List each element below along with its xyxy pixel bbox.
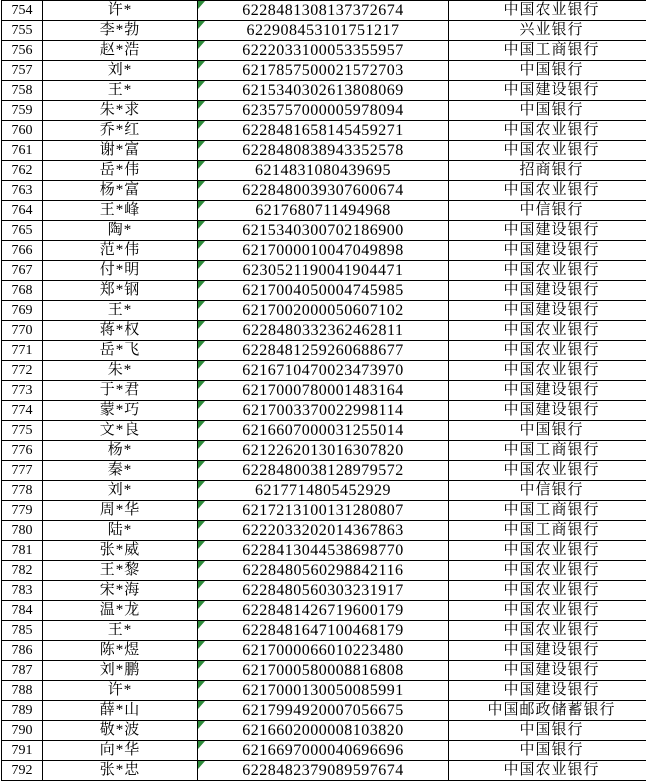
number-stored-as-text-indicator-icon [198, 481, 205, 489]
card-number-text: 6228480332362462811 [243, 322, 404, 339]
row-number-cell[interactable]: 770 [2, 321, 43, 341]
card-number-text: 6217857500021572703 [242, 62, 404, 79]
bank-name-cell[interactable]: 中国农业银行 [449, 1, 646, 21]
table-row [2, 221, 646, 241]
card-number-text: 6217000780001483164 [242, 382, 404, 399]
bank-name-cell[interactable]: 中国建设银行 [449, 281, 646, 301]
card-number-cell[interactable] [198, 401, 449, 421]
masked-name-cell[interactable]: 张*威 [43, 541, 198, 561]
masked-name-cell[interactable]: 乔*红 [43, 121, 198, 141]
row-number-cell[interactable]: 792 [2, 761, 43, 781]
bank-name-cell[interactable]: 中国农业银行 [449, 601, 646, 621]
table-row [2, 601, 646, 621]
number-stored-as-text-indicator-icon [198, 541, 205, 549]
table-row [2, 201, 646, 221]
masked-name-cell[interactable]: 岳*飞 [43, 341, 198, 361]
row-number-cell[interactable]: 781 [2, 541, 43, 561]
table-row [2, 121, 646, 141]
card-number-text: 6222033100053355957 [242, 42, 404, 59]
masked-name-cell[interactable]: 朱*求 [43, 101, 198, 121]
bank-name-cell[interactable]: 中信银行 [449, 481, 646, 501]
row-number-cell[interactable]: 768 [2, 281, 43, 301]
table-row [2, 761, 646, 781]
masked-name-cell[interactable]: 薛*山 [43, 701, 198, 721]
account-table [1, 0, 646, 781]
card-number-text: 6217002000050607102 [242, 302, 404, 319]
card-number-text: 6212262013016307820 [242, 442, 404, 459]
masked-name-cell[interactable]: 刘*鹏 [43, 661, 198, 681]
row-number-cell[interactable]: 791 [2, 741, 43, 761]
row-number-cell[interactable]: 765 [2, 221, 43, 241]
number-stored-as-text-indicator-icon [198, 741, 205, 749]
bank-name-cell[interactable]: 中国农业银行 [449, 121, 646, 141]
card-number-text: 6217000130050085991 [242, 682, 404, 699]
masked-name-cell[interactable]: 王*峰 [43, 201, 198, 221]
bank-name-cell[interactable]: 中国建设银行 [449, 301, 646, 321]
table-row [2, 261, 646, 281]
row-number-cell[interactable]: 763 [2, 181, 43, 201]
card-number-cell[interactable] [198, 661, 449, 681]
row-number-cell[interactable]: 766 [2, 241, 43, 261]
masked-name-cell[interactable]: 敬*波 [43, 721, 198, 741]
table-row [2, 621, 646, 641]
masked-name-cell[interactable]: 朱* [43, 361, 198, 381]
masked-name-cell[interactable]: 宋*海 [43, 581, 198, 601]
masked-name-cell[interactable]: 陈*煜 [43, 641, 198, 661]
card-number-cell[interactable] [198, 81, 449, 101]
table-row [2, 481, 646, 501]
masked-name-cell[interactable]: 刘* [43, 481, 198, 501]
card-number-cell[interactable] [198, 101, 449, 121]
card-number-cell[interactable] [198, 301, 449, 321]
masked-name-cell[interactable]: 蒙*巧 [43, 401, 198, 421]
row-number-cell[interactable]: 788 [2, 681, 43, 701]
bank-name-cell[interactable]: 中国邮政储蓄银行 [449, 701, 646, 721]
table-row [2, 141, 646, 161]
card-number-text: 6228480838943352578 [242, 142, 404, 159]
number-stored-as-text-indicator-icon [198, 41, 205, 49]
masked-name-cell[interactable]: 陆* [43, 521, 198, 541]
number-stored-as-text-indicator-icon [198, 381, 205, 389]
number-stored-as-text-indicator-icon [198, 701, 205, 709]
card-number-cell[interactable] [198, 481, 449, 501]
masked-name-cell[interactable]: 于*君 [43, 381, 198, 401]
masked-name-cell[interactable]: 杨*富 [43, 181, 198, 201]
table-row [2, 641, 646, 661]
card-number-cell[interactable] [198, 741, 449, 761]
card-number-text: 6216607000031255014 [242, 422, 404, 439]
table-row [2, 21, 646, 41]
card-number-text: 6228482379089597674 [242, 762, 404, 779]
card-number-text: 6215340300702186900 [242, 222, 404, 239]
card-number-cell[interactable] [198, 721, 449, 741]
bank-name-cell[interactable]: 中国农业银行 [449, 541, 646, 561]
table-row [2, 461, 646, 481]
number-stored-as-text-indicator-icon [198, 61, 205, 69]
card-number-text: 6228480560303231917 [242, 582, 404, 599]
row-number-cell[interactable]: 777 [2, 461, 43, 481]
row-number-cell[interactable]: 783 [2, 581, 43, 601]
masked-name-cell[interactable]: 范*伟 [43, 241, 198, 261]
card-number-cell[interactable] [198, 461, 449, 481]
row-number-cell[interactable]: 774 [2, 401, 43, 421]
row-number-cell[interactable]: 757 [2, 61, 43, 81]
row-number-cell[interactable]: 755 [2, 21, 43, 41]
card-number-text: 6217004050004745985 [242, 282, 404, 299]
card-number-text: 6214831080439695 [255, 162, 391, 179]
number-stored-as-text-indicator-icon [198, 601, 205, 609]
card-number-cell[interactable] [198, 421, 449, 441]
row-number-cell[interactable]: 776 [2, 441, 43, 461]
row-number-cell[interactable]: 773 [2, 381, 43, 401]
masked-name-cell[interactable]: 陶* [43, 221, 198, 241]
row-number-cell[interactable]: 769 [2, 301, 43, 321]
card-number-cell[interactable] [198, 521, 449, 541]
bank-name-cell[interactable]: 中国银行 [449, 741, 646, 761]
card-number-cell[interactable] [198, 221, 449, 241]
card-number-text: 6217003370022998114 [243, 402, 404, 419]
card-number-text: 6217994920007056675 [242, 702, 404, 719]
bank-name-cell[interactable]: 中国工商银行 [449, 501, 646, 521]
bank-name-cell[interactable]: 中国农业银行 [449, 181, 646, 201]
card-number-text: 6228481259260688677 [242, 342, 404, 359]
table-row [2, 161, 646, 181]
bank-name-cell[interactable]: 中国建设银行 [449, 681, 646, 701]
card-number-cell[interactable] [198, 501, 449, 521]
bank-name-cell[interactable]: 招商银行 [449, 161, 646, 181]
bank-name-cell[interactable]: 中信银行 [449, 201, 646, 221]
card-number-text: 6216697000040696696 [242, 742, 404, 759]
table-row [2, 381, 646, 401]
card-number-text: 6217000580008816808 [242, 662, 404, 679]
card-number-text: 6215340302613808069 [242, 82, 404, 99]
card-number-cell[interactable] [198, 761, 449, 781]
number-stored-as-text-indicator-icon [198, 141, 205, 149]
card-number-cell[interactable] [198, 641, 449, 661]
number-stored-as-text-indicator-icon [198, 361, 205, 369]
number-stored-as-text-indicator-icon [198, 21, 205, 29]
table-row [2, 721, 646, 741]
masked-name-cell[interactable]: 王*黎 [43, 561, 198, 581]
bank-name-cell[interactable]: 中国银行 [449, 101, 646, 121]
number-stored-as-text-indicator-icon [198, 641, 205, 649]
row-number-cell[interactable]: 759 [2, 101, 43, 121]
number-stored-as-text-indicator-icon [198, 161, 205, 169]
bank-name-cell[interactable]: 中国农业银行 [449, 341, 646, 361]
row-number-cell[interactable]: 785 [2, 621, 43, 641]
row-number-cell[interactable]: 780 [2, 521, 43, 541]
table-row [2, 421, 646, 441]
row-number-cell[interactable]: 764 [2, 201, 43, 221]
bank-name-cell[interactable]: 中国农业银行 [449, 461, 646, 481]
number-stored-as-text-indicator-icon [198, 521, 205, 529]
number-stored-as-text-indicator-icon [198, 441, 205, 449]
bank-name-cell[interactable]: 中国建设银行 [449, 221, 646, 241]
number-stored-as-text-indicator-icon [198, 121, 205, 129]
masked-name-cell[interactable]: 王* [43, 301, 198, 321]
bank-name-cell[interactable]: 中国农业银行 [449, 761, 646, 781]
card-number-cell[interactable] [198, 681, 449, 701]
card-number-cell[interactable] [198, 41, 449, 61]
table-row [2, 361, 646, 381]
number-stored-as-text-indicator-icon [198, 281, 205, 289]
bank-name-cell[interactable]: 中国农业银行 [449, 621, 646, 641]
table-row [2, 41, 646, 61]
masked-name-cell[interactable]: 文*良 [43, 421, 198, 441]
number-stored-as-text-indicator-icon [198, 261, 205, 269]
table-row [2, 241, 646, 261]
row-number-cell[interactable]: 790 [2, 721, 43, 741]
number-stored-as-text-indicator-icon [198, 301, 205, 309]
bank-name-cell[interactable]: 中国建设银行 [449, 381, 646, 401]
row-number-cell[interactable]: 767 [2, 261, 43, 281]
card-number-cell[interactable] [198, 281, 449, 301]
bank-name-cell[interactable]: 中国农业银行 [449, 261, 646, 281]
table-row [2, 561, 646, 581]
number-stored-as-text-indicator-icon [198, 581, 205, 589]
bank-name-cell[interactable]: 中国建设银行 [449, 641, 646, 661]
row-number-cell[interactable]: 779 [2, 501, 43, 521]
bank-name-cell[interactable]: 中国农业银行 [449, 561, 646, 581]
card-number-text: 6217714805452929 [255, 482, 391, 499]
number-stored-as-text-indicator-icon [198, 721, 205, 729]
number-stored-as-text-indicator-icon [198, 401, 205, 409]
card-number-text: 6217680711494968 [255, 202, 390, 219]
number-stored-as-text-indicator-icon [198, 461, 205, 469]
table-row [2, 661, 646, 681]
number-stored-as-text-indicator-icon [198, 201, 205, 209]
row-number-cell[interactable]: 775 [2, 421, 43, 441]
bank-name-cell[interactable]: 中国银行 [449, 421, 646, 441]
number-stored-as-text-indicator-icon [198, 181, 205, 189]
card-number-text: 6228481658145459271 [242, 122, 404, 139]
masked-name-cell[interactable]: 温*龙 [43, 601, 198, 621]
bank-name-cell[interactable]: 中国农业银行 [449, 581, 646, 601]
card-number-cell[interactable] [198, 701, 449, 721]
number-stored-as-text-indicator-icon [198, 81, 205, 89]
bank-name-cell[interactable]: 中国建设银行 [449, 401, 646, 421]
card-number-cell[interactable] [198, 601, 449, 621]
bank-name-cell[interactable]: 中国工商银行 [449, 41, 646, 61]
card-number-cell[interactable] [198, 381, 449, 401]
table-row [2, 681, 646, 701]
account-table-body [2, 1, 646, 781]
bank-name-cell[interactable]: 中国建设银行 [449, 661, 646, 681]
bank-name-cell[interactable]: 中国工商银行 [449, 521, 646, 541]
bank-name-cell[interactable]: 中国银行 [449, 61, 646, 81]
table-row [2, 521, 646, 541]
card-number-text: 6235757000005978094 [242, 102, 404, 119]
row-number-cell[interactable]: 784 [2, 601, 43, 621]
table-row [2, 541, 646, 561]
card-number-cell[interactable] [198, 61, 449, 81]
masked-name-cell[interactable]: 付*明 [43, 261, 198, 281]
card-number-cell[interactable] [198, 21, 449, 41]
masked-name-cell[interactable]: 李*勃 [43, 21, 198, 41]
table-row [2, 401, 646, 421]
row-number-cell[interactable]: 758 [2, 81, 43, 101]
row-number-cell[interactable]: 754 [2, 1, 43, 21]
number-stored-as-text-indicator-icon [198, 421, 205, 429]
card-number-text: 6217000066010223480 [242, 642, 404, 659]
card-number-cell[interactable] [198, 581, 449, 601]
card-number-text: 6217213100131280807 [242, 502, 404, 519]
card-number-text: 6228481308137372674 [242, 2, 404, 19]
bank-name-cell[interactable]: 中国农业银行 [449, 361, 646, 381]
row-number-cell[interactable]: 760 [2, 121, 43, 141]
card-number-text: 6228481647100468179 [242, 622, 404, 639]
number-stored-as-text-indicator-icon [198, 321, 205, 329]
bank-name-cell[interactable]: 兴业银行 [449, 21, 646, 41]
table-row [2, 301, 646, 321]
card-number-text: 6228481426719600179 [242, 602, 404, 619]
masked-name-cell[interactable]: 许* [43, 1, 198, 21]
masked-name-cell[interactable]: 岳*伟 [43, 161, 198, 181]
masked-name-cell[interactable]: 刘* [43, 61, 198, 81]
masked-name-cell[interactable]: 蒋*权 [43, 321, 198, 341]
bank-name-cell[interactable]: 中国银行 [449, 721, 646, 741]
card-number-text: 6230521190041904471 [243, 262, 404, 279]
bank-name-cell[interactable]: 中国农业银行 [449, 321, 646, 341]
row-number-cell[interactable]: 762 [2, 161, 43, 181]
card-number-text: 6217000010047049898 [242, 242, 404, 259]
masked-name-cell[interactable]: 许* [43, 681, 198, 701]
table-row [2, 1, 646, 21]
number-stored-as-text-indicator-icon [198, 101, 205, 109]
masked-name-cell[interactable]: 赵*浩 [43, 41, 198, 61]
card-number-cell[interactable] [198, 121, 449, 141]
number-stored-as-text-indicator-icon [198, 221, 205, 229]
card-number-cell[interactable] [198, 621, 449, 641]
card-number-cell[interactable] [198, 361, 449, 381]
table-row [2, 61, 646, 81]
table-row [2, 701, 646, 721]
number-stored-as-text-indicator-icon [198, 761, 205, 769]
table-row [2, 101, 646, 121]
masked-name-cell[interactable]: 向*华 [43, 741, 198, 761]
card-number-cell[interactable] [198, 441, 449, 461]
masked-name-cell[interactable]: 张*忠 [43, 761, 198, 781]
bank-name-cell[interactable]: 中国工商银行 [449, 441, 646, 461]
card-number-cell[interactable] [198, 541, 449, 561]
card-number-text: 6228480560298842116 [243, 562, 404, 579]
number-stored-as-text-indicator-icon [198, 241, 205, 249]
masked-name-cell[interactable]: 郑*钢 [43, 281, 198, 301]
card-number-cell[interactable] [198, 181, 449, 201]
card-number-text: 6228480038128979572 [242, 462, 404, 479]
card-number-text: 6228480039307600674 [242, 182, 404, 199]
masked-name-cell[interactable]: 秦* [43, 461, 198, 481]
row-number-cell[interactable]: 787 [2, 661, 43, 681]
number-stored-as-text-indicator-icon [198, 341, 205, 349]
row-number-cell[interactable]: 778 [2, 481, 43, 501]
number-stored-as-text-indicator-icon [198, 661, 205, 669]
masked-name-cell[interactable]: 杨* [43, 441, 198, 461]
table-row [2, 741, 646, 761]
card-number-cell[interactable] [198, 561, 449, 581]
row-number-cell[interactable]: 772 [2, 361, 43, 381]
masked-name-cell[interactable]: 谢*富 [43, 141, 198, 161]
card-number-text: 6222033202014367863 [242, 522, 404, 539]
card-number-cell[interactable] [198, 241, 449, 261]
masked-name-cell[interactable]: 王* [43, 81, 198, 101]
row-number-cell[interactable]: 789 [2, 701, 43, 721]
table-row [2, 341, 646, 361]
number-stored-as-text-indicator-icon [198, 501, 205, 509]
card-number-cell[interactable] [198, 1, 449, 21]
row-number-cell[interactable]: 786 [2, 641, 43, 661]
table-row [2, 441, 646, 461]
row-number-cell[interactable]: 782 [2, 561, 43, 581]
bank-name-cell[interactable]: 中国建设银行 [449, 81, 646, 101]
table-row [2, 281, 646, 301]
card-number-cell[interactable] [198, 321, 449, 341]
masked-name-cell[interactable]: 周*华 [43, 501, 198, 521]
bank-name-cell[interactable]: 中国建设银行 [449, 241, 646, 261]
card-number-text: 6228413044538698770 [242, 542, 404, 559]
number-stored-as-text-indicator-icon [198, 561, 205, 569]
card-number-text: 6216602000008103820 [242, 722, 404, 739]
number-stored-as-text-indicator-icon [198, 621, 205, 629]
table-row [2, 581, 646, 601]
row-number-cell[interactable]: 756 [2, 41, 43, 61]
number-stored-as-text-indicator-icon [198, 1, 205, 9]
card-number-text: 622908453101751217 [247, 22, 400, 39]
card-number-cell[interactable] [198, 141, 449, 161]
masked-name-cell[interactable]: 王* [43, 621, 198, 641]
card-number-cell[interactable] [198, 161, 449, 181]
table-row [2, 501, 646, 521]
number-stored-as-text-indicator-icon [198, 681, 205, 689]
card-number-cell[interactable] [198, 341, 449, 361]
table-row [2, 181, 646, 201]
table-row [2, 321, 646, 341]
bank-name-cell[interactable]: 中国农业银行 [449, 141, 646, 161]
table-row [2, 81, 646, 101]
card-number-cell[interactable] [198, 201, 449, 221]
row-number-cell[interactable]: 761 [2, 141, 43, 161]
row-number-cell[interactable]: 771 [2, 341, 43, 361]
card-number-text: 6216710470023473970 [242, 362, 404, 379]
card-number-cell[interactable] [198, 261, 449, 281]
